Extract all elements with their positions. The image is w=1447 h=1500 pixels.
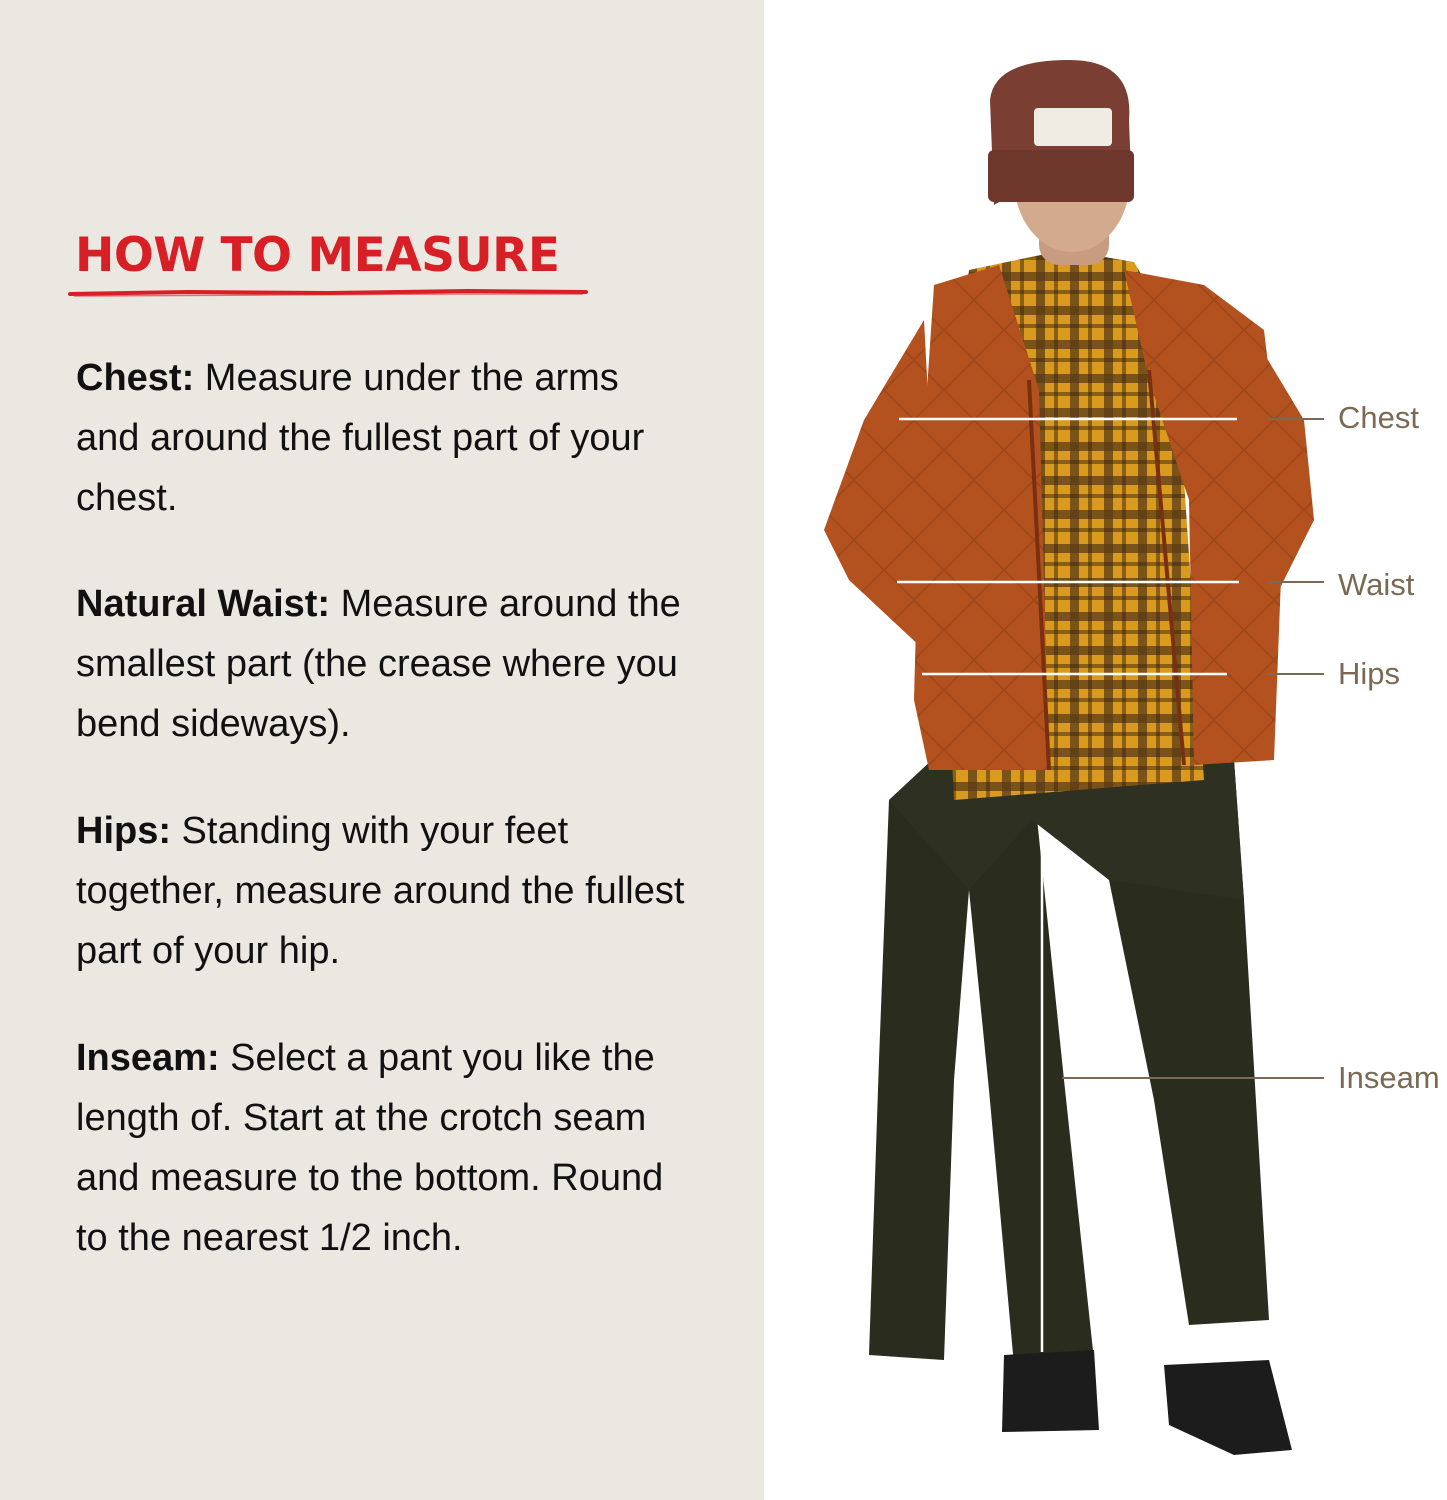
model-panel xyxy=(764,0,1447,1500)
instruction-inseam xyxy=(76,1028,686,1268)
instruction-text: Measure around the smallest part (the crease where you bend sideways). xyxy=(76,583,681,745)
inseam-guide-label: Inseam xyxy=(1338,1060,1440,1095)
heading-underline xyxy=(68,287,588,299)
shoes xyxy=(1002,1350,1292,1455)
instruction-text: Select a pant you like the length of. Start at the crotch seam and measure to the bottom. Round to the nearest 1/2 inch. xyxy=(76,1037,664,1259)
instruction-chest xyxy=(76,348,686,528)
model-figure xyxy=(764,0,1447,1500)
chest-guide-label: Chest xyxy=(1338,400,1419,435)
waist-guide-label: Waist xyxy=(1338,567,1415,602)
pants xyxy=(869,760,1269,1365)
instruction-text: Standing with your feet together, measure around the fullest part of your hip. xyxy=(76,810,685,972)
model-head xyxy=(988,60,1134,265)
instruction-label: Natural Waist: xyxy=(76,583,331,625)
instruction-label: Inseam: xyxy=(76,1037,220,1079)
instruction-label: Hips: xyxy=(76,810,171,852)
page-title: HOW TO MEASURE xyxy=(75,228,560,283)
instruction-text: Measure under the arms and around the fullest part of your chest. xyxy=(76,357,645,519)
hips-guide-label: Hips xyxy=(1338,656,1401,691)
instruction-natural-waist xyxy=(76,574,686,754)
beanie-patch xyxy=(1034,108,1112,146)
instruction-label: Chest: xyxy=(76,357,195,399)
instruction-hips xyxy=(76,801,686,981)
